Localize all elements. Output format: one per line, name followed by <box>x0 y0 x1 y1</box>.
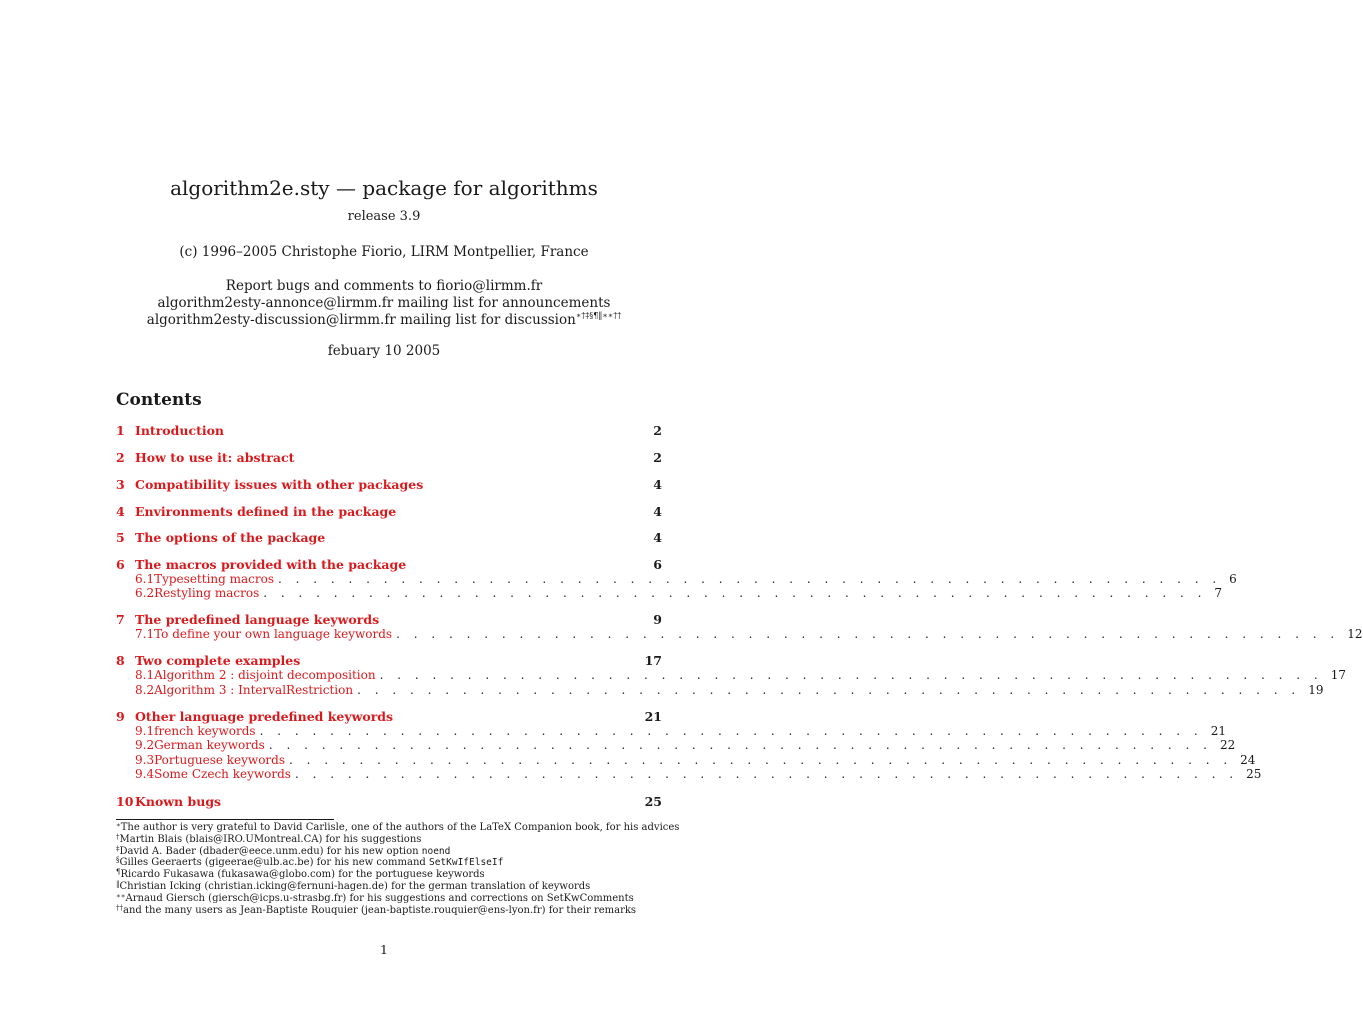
toc-section-label: Introduction <box>135 423 225 438</box>
toc-section-link[interactable] <box>116 504 662 520</box>
footnote-mark: ‡ <box>116 844 120 853</box>
toc-subsection-link[interactable] <box>135 627 1363 642</box>
toc-section-page: 6 <box>653 557 662 572</box>
toc-section-label: Environments defined in the package <box>135 504 397 519</box>
toc-subsection-page: 24 <box>1240 753 1256 767</box>
footnote <box>116 893 676 905</box>
toc-section-page: 21 <box>644 709 662 724</box>
toc-section-page: 4 <box>653 530 662 545</box>
toc-subsection-link[interactable] <box>135 738 1236 753</box>
toc-section-title <box>116 477 423 492</box>
footnote-text: Arnaud Giersch (giersch@icps.u-strasbg.fr) for his suggestions and corrections on SetKwComments <box>125 892 634 904</box>
toc-section-number: 6 <box>116 557 125 572</box>
footnote-text: Gilles Geeraerts (gigeerae@ulb.ac.be) for his new command <box>119 857 429 869</box>
footnote-mark: ¶ <box>116 868 121 877</box>
toc-subsection-label: To define your own language keywords <box>154 627 393 641</box>
footnote <box>116 834 676 846</box>
toc-section-link[interactable] <box>116 557 662 573</box>
toc-section-page: 2 <box>653 423 662 438</box>
toc-section-title <box>116 612 379 627</box>
toc-subsection-link[interactable] <box>135 668 1347 683</box>
footnote-text: Ricardo Fukasawa (fukasawa@globo.com) for the portuguese keywords <box>120 869 485 881</box>
toc-section-link[interactable] <box>116 450 662 466</box>
toc-subsection-link[interactable] <box>135 586 1223 601</box>
toc-section-label: How to use it: abstract <box>135 450 295 465</box>
toc-subsection-label: Restyling macros <box>154 586 260 600</box>
bug-report-line: Report bugs and comments to fiorio@lirmm.fr <box>225 278 543 294</box>
toc-section-number: 5 <box>116 530 125 545</box>
footnote-marks: ∗†‡§¶‖∗∗†† <box>575 311 622 320</box>
toc-section-number: 8 <box>116 653 125 668</box>
discussion-list-line <box>0 312 768 329</box>
toc-subsection-page: 25 <box>1246 767 1262 781</box>
toc-section-title <box>116 653 300 668</box>
toc-section-link[interactable] <box>116 794 662 810</box>
footnote-mark: ‖ <box>116 879 120 888</box>
toc-section-label: Compatibility issues with other packages <box>135 477 424 492</box>
toc-subsection-label: German keywords <box>154 738 265 752</box>
toc-section-title <box>116 709 393 724</box>
toc-section-label: The predefined language keywords <box>135 612 380 627</box>
toc-section-page: 25 <box>644 794 662 809</box>
toc-section-label: Two complete examples <box>135 653 301 668</box>
footnote-text: and the many users as Jean-Baptiste Rouquier (jean-baptiste.rouquier@ens-lyon.fr) for their remarks <box>123 904 637 916</box>
toc-subsection-link[interactable] <box>135 683 1324 698</box>
toc-subsection-page: 21 <box>1210 724 1227 738</box>
toc-subsection-page: 12 <box>1347 627 1363 641</box>
toc-section-number: 7 <box>116 612 125 627</box>
toc-subsection-label: Typesetting macros <box>154 572 274 586</box>
toc-section-number: 10 <box>116 794 134 809</box>
toc-subsection-link[interactable] <box>135 724 1227 739</box>
toc-section-page: 9 <box>653 612 662 627</box>
toc-subsection-number: 9.4 <box>135 767 155 781</box>
toc-section-label: Other language predefined keywords <box>135 709 394 724</box>
toc-leader-dots: . . . . . . . . . . . . . . . . . . . . . . . . . . . . . . . . . . . . . . . . . . . . . . . . . . . . . . <box>357 683 1301 697</box>
footnote-mark: † <box>116 832 120 841</box>
footnote-text: David A. Bader (dbader@eece.unm.edu) for his new option <box>119 845 422 857</box>
footnote <box>116 881 676 893</box>
footnote-mark: †† <box>116 903 123 912</box>
toc-subsection-number: 9.3 <box>135 753 155 767</box>
toc-subsection-number: 6.1 <box>135 572 155 586</box>
toc-section-title <box>116 423 224 438</box>
toc-section-label: The macros provided with the package <box>135 557 407 572</box>
toc-subsection-link[interactable] <box>135 753 1256 768</box>
toc-leader-dots: . . . . . . . . . . . . . . . . . . . . . . . . . . . . . . . . . . . . . . . . . . . . . . . . . . . . . . <box>259 724 1203 738</box>
toc-section-link[interactable] <box>116 477 662 493</box>
toc-section-number: 2 <box>116 450 125 465</box>
footnote <box>116 869 676 881</box>
toc-section-link[interactable] <box>116 709 662 725</box>
document-date: febuary 10 2005 <box>327 343 441 359</box>
page-number: 1 <box>380 942 388 957</box>
toc-section-title <box>116 504 396 519</box>
toc-section-page: 17 <box>644 653 662 668</box>
footnote <box>116 846 676 858</box>
copyright-line: (c) 1996–2005 Christophe Fiorio, LIRM Montpellier, France <box>179 244 589 260</box>
toc-leader-dots: . . . . . . . . . . . . . . . . . . . . . . . . . . . . . . . . . . . . . . . . . . . . . . . . . . . . . . <box>396 627 1340 641</box>
footnote-code: SetKwIfElseIf <box>428 857 504 869</box>
toc-subsection-label: Some Czech keywords <box>154 767 291 781</box>
toc-subsection-number: 8.1 <box>135 668 155 682</box>
footnote-mark: ∗∗ <box>116 891 126 900</box>
release-version: release 3.9 <box>347 209 421 224</box>
toc-section-title <box>116 450 294 465</box>
toc-section-title <box>116 530 325 545</box>
contents-heading: Contents <box>116 390 202 410</box>
toc-section-number: 1 <box>116 423 125 438</box>
toc-subsection-page: 7 <box>1214 586 1223 600</box>
discussion-list-text: algorithm2esty-discussion@lirmm.fr mailing list for discussion <box>146 312 576 328</box>
toc-section-title <box>116 794 221 809</box>
footnote-text: The author is very grateful to David Carlisle, one of the authors of the LaTeX Companion book, for his advices <box>120 822 680 833</box>
toc-leader-dots: . . . . . . . . . . . . . . . . . . . . . . . . . . . . . . . . . . . . . . . . . . . . . . . . . . . . . . <box>289 753 1233 767</box>
footnote <box>116 905 676 917</box>
toc-section-number: 9 <box>116 709 125 724</box>
footnote-text: Christian Icking (christian.icking@fernuni-hagen.de) for the german translation of keywords <box>119 880 591 892</box>
toc-section-number: 4 <box>116 504 125 519</box>
footnote-code: noend <box>421 845 451 857</box>
toc-section-page: 4 <box>653 504 662 519</box>
footnote-text: Martin Blais (blais@IRO.UMontreal.CA) for his suggestions <box>119 833 422 845</box>
toc-section-label: Known bugs <box>135 794 222 809</box>
toc-section-link[interactable] <box>116 612 662 628</box>
footnote <box>116 857 676 869</box>
toc-leader-dots: . . . . . . . . . . . . . . . . . . . . . . . . . . . . . . . . . . . . . . . . . . . . . . . . . . . . . . <box>278 572 1222 586</box>
toc-subsection-number: 7.1 <box>135 627 155 641</box>
toc-subsection-label: Algorithm 2 : disjoint decomposition <box>154 668 376 682</box>
toc-subsection-page: 6 <box>1229 572 1237 586</box>
toc-section-page: 4 <box>653 477 662 492</box>
toc-subsection-link[interactable] <box>135 767 1262 782</box>
announce-list-line: algorithm2esty-annonce@lirmm.fr mailing list for announcements <box>157 295 611 311</box>
toc-subsection-number: 9.1 <box>135 724 155 738</box>
footnotes <box>116 821 680 916</box>
footnote-rule <box>116 819 334 820</box>
toc-section-title <box>116 557 406 572</box>
toc-section-page: 2 <box>653 450 662 465</box>
toc-subsection-page: 17 <box>1330 668 1347 682</box>
toc-leader-dots: . . . . . . . . . . . . . . . . . . . . . . . . . . . . . . . . . . . . . . . . . . . . . . . . . . . . . . <box>294 767 1239 781</box>
toc-subsection-label: Algorithm 3 : IntervalRestriction <box>154 683 354 697</box>
toc-subsection-page: 22 <box>1219 738 1236 752</box>
toc-subsection-number: 8.2 <box>135 683 155 697</box>
toc-section-number: 3 <box>116 477 125 492</box>
toc-section-label: The options of the package <box>135 530 326 545</box>
toc-section-link[interactable] <box>116 423 662 439</box>
contact-block <box>0 278 768 329</box>
toc-subsection-link[interactable] <box>135 572 1237 587</box>
footnote <box>116 821 680 834</box>
toc-leader-dots: . . . . . . . . . . . . . . . . . . . . . . . . . . . . . . . . . . . . . . . . . . . . . . . . . . . . . . <box>263 586 1207 600</box>
toc-leader-dots: . . . . . . . . . . . . . . . . . . . . . . . . . . . . . . . . . . . . . . . . . . . . . . . . . . . . . . <box>379 668 1323 682</box>
document-title: algorithm2e.sty — package for algorithms <box>170 176 598 200</box>
footnote-mark: ∗ <box>116 821 121 829</box>
toc-subsection-page: 19 <box>1308 683 1324 697</box>
toc-section-link[interactable] <box>116 530 662 546</box>
footnote-mark: § <box>116 856 120 865</box>
toc-subsection-label: french keywords <box>154 724 256 738</box>
toc-subsection-number: 6.2 <box>135 586 155 600</box>
toc-subsection-label: Portuguese keywords <box>154 753 286 767</box>
toc-leader-dots: . . . . . . . . . . . . . . . . . . . . . . . . . . . . . . . . . . . . . . . . . . . . . . . . . . . . . . <box>268 738 1212 752</box>
toc-subsection-number: 9.2 <box>135 738 155 752</box>
toc-section-link[interactable] <box>116 653 662 669</box>
